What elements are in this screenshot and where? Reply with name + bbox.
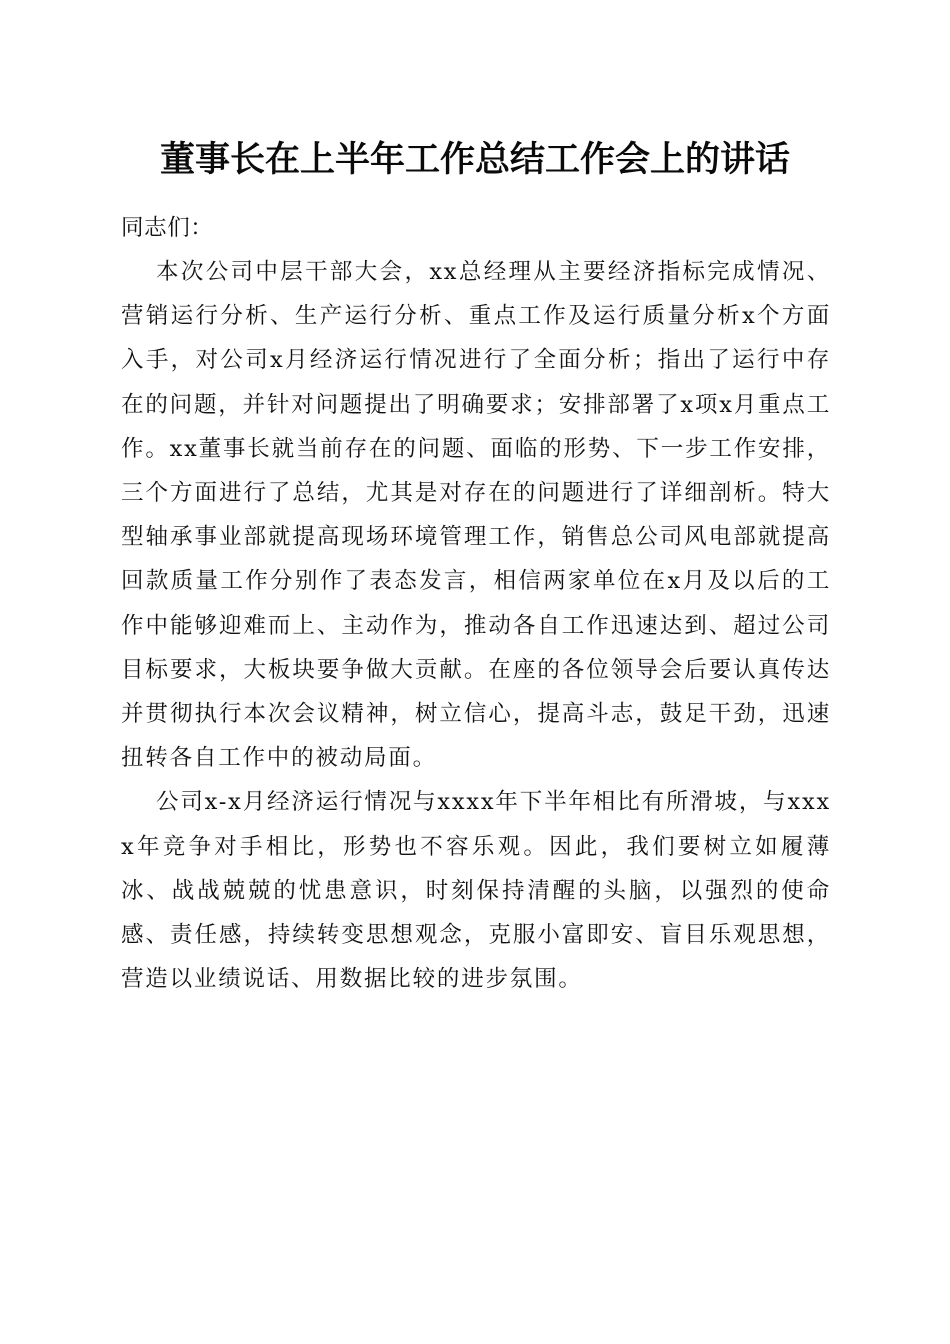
document-body — [121, 206, 831, 1001]
paragraph-1: 本次公司中层干部大会，xx总经理从主要经济指标完成情况、营销运行分析、生产运行分析、重点工作及运行质量分析x个方面入手，对公司x月经济运行情况进行了全面分析；指出了运行中存在的问题，并针对问题提出了明确要求；安排部署了x项x月重点工作。xx董事长就当前存在的问题、面临的形势、下一步工作安排，三个方面进行了总结，尤其是对存在的问题进行了详细剖析。特大型轴承事业部就提高现场环境管理工作，销售总公司风电部就提高回款质量工作分别作了表态发言，相信两家单位在x月及以后的工作中能够迎难而上、主动作为，推动各自工作迅速达到、超过公司目标要求，大板块要争做大贡献。在座的各位领导会后要认真传达并贯彻执行本次会议精神，树立信心，提高斗志，鼓足干劲，迅速扭转各自工作中的被动局面。 — [121, 259, 831, 772]
salutation: 同志们： — [121, 215, 214, 241]
document-title: 董事长在上半年工作总结工作会上的讲话 — [159, 139, 790, 180]
paragraph-2: 公司x-x月经济运行情况与xxxx年下半年相比有所滑坡，与xxxx年竞争对手相比，形势也不容乐观。因此，我们要树立如履薄冰、战战兢兢的忧患意识，时刻保持清醒的头脑，以强烈的使命感、责任感，持续转变思想观念，克服小富即安、盲目乐观思想，营造以业绩说话、用数据比较的进步氛围。 — [121, 789, 831, 993]
